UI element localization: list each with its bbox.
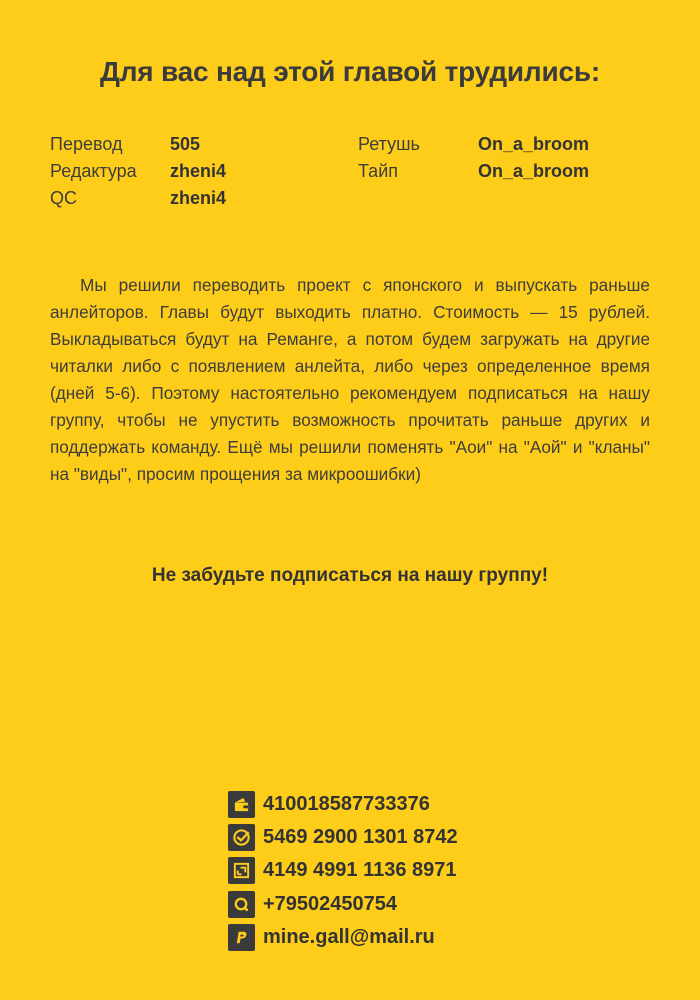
payment-details-list [228, 788, 458, 954]
qiwi-phone-number: +79502450754 [263, 892, 398, 915]
payment-row-yoomoney [228, 788, 458, 821]
yoomoney-wallet-icon [228, 791, 255, 818]
bank-card-icon [228, 857, 255, 884]
qiwi-icon [228, 891, 255, 918]
notice-paragraph: Мы решили переводить проект с японского и выпускать раньше анлейторов. Главы будут выходить платно. Стоимость — 15 рублей. Выкладываться будут на Реманге, а потом будем загружать на другие читалки либо с появлением анлейта, либо через определенное время (дней 5-6). Поэтому настоятельно рекомендуем подписаться на нашу группу, чтобы не упустить возможность прочитать раньше других и поддержать команду. Ещё мы решили поменять "Аои" на "Аой" и "кланы" на "виды", просим прощения за микроошибки) [50, 275, 650, 484]
credit-role: Перевод [50, 134, 123, 154]
credit-role: Редактура [50, 161, 137, 181]
payment-row-paypal [228, 921, 458, 954]
payment-row-sberbank [228, 821, 458, 854]
yoomoney-wallet-number: 410018587733376 [263, 793, 430, 816]
sberbank-icon [228, 824, 255, 851]
bank-card-number: 4149 4991 1136 8971 [263, 859, 457, 882]
credit-name: On_a_broom [478, 161, 590, 181]
payment-row-card [228, 854, 458, 887]
credit-role: QC [50, 188, 77, 208]
credit-role: Тайп [358, 161, 398, 181]
page-title: Для вас над этой главой трудились: [99, 56, 601, 87]
credit-name: 505 [170, 134, 201, 154]
paypal-icon [228, 924, 255, 951]
credit-name: zheni4 [170, 188, 227, 208]
credit-role: Ретушь [358, 134, 420, 154]
paypal-email: mine.gall@mail.ru [263, 925, 435, 948]
payment-row-qiwi [228, 888, 458, 921]
sberbank-card-number: 5469 2900 1301 8742 [263, 826, 458, 849]
credit-name: On_a_broom [478, 134, 590, 154]
subscribe-reminder: Не забудьте подписаться на нашу группу! [151, 565, 549, 586]
credit-name: zheni4 [170, 161, 227, 181]
